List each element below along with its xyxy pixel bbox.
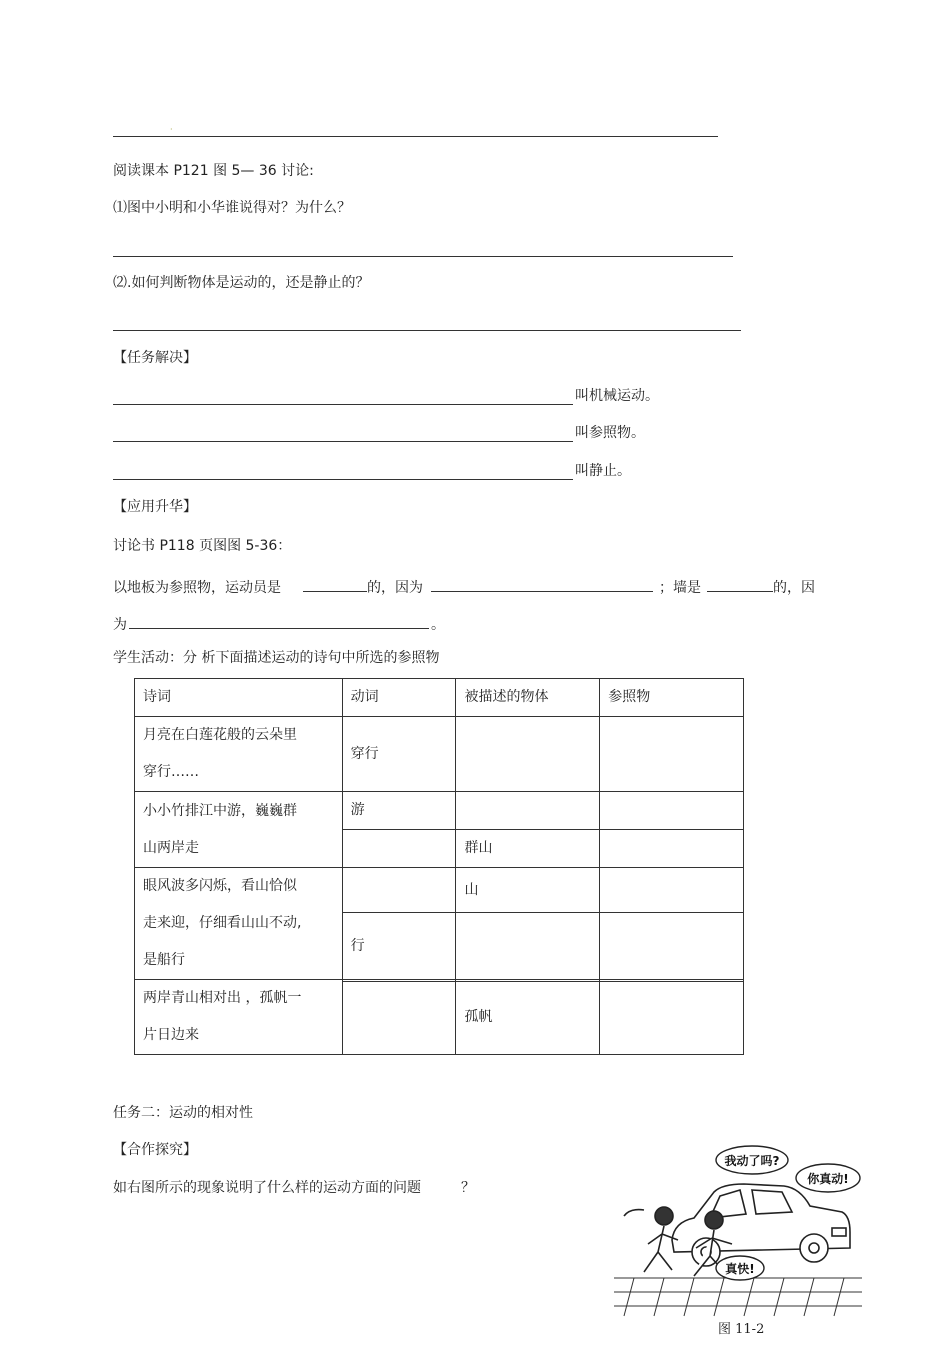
- reference-cell: [600, 981, 744, 1054]
- running-child-left: [624, 1207, 678, 1272]
- sentence-1-part-b: 的，因为: [367, 580, 423, 596]
- blank-reason-2: [129, 614, 429, 629]
- header-poem: 诗词: [135, 679, 343, 717]
- reference-cell: [600, 717, 744, 792]
- table-header-row: [135, 679, 744, 717]
- discuss-prompt: 讨论书 P118 页图图 5-36：: [113, 538, 292, 554]
- relative-motion-illustration: [614, 1140, 862, 1320]
- sentence-2-part-b: 。: [431, 617, 445, 633]
- task-2-title: 任务二：运动的相对性: [113, 1105, 253, 1121]
- blank-reason-1: [431, 577, 653, 592]
- object-cell: [456, 717, 600, 792]
- stray-dot: ·: [170, 125, 173, 134]
- mechanical-motion-label: 叫机械运动。: [575, 388, 659, 404]
- poem-cell: 两岸青山相对出 ，孤帆一 片日边来: [135, 980, 343, 1055]
- question-2: ⑵.如何判断物体是运动的，还是静止的？: [113, 275, 370, 291]
- header-object: 被描述的物体: [456, 679, 600, 717]
- bubble-3-text: 真快!: [725, 1262, 755, 1276]
- reference-object-label: 叫参照物。: [575, 425, 645, 441]
- sentence-1-part-d: 的，因: [773, 580, 815, 596]
- poem-cell: 月亮在白莲花般的云朵里 穿行……: [135, 717, 343, 792]
- verb-cell: [342, 981, 456, 1054]
- poem-cell: 小小竹排江中游，巍巍群 山两岸走: [135, 792, 343, 868]
- table-row: [135, 792, 744, 830]
- task-solve-heading: 【任务解决】: [113, 350, 197, 366]
- poem-table: [134, 678, 744, 1055]
- sentence-2-part-a: 为: [113, 617, 127, 633]
- object-cell: [456, 913, 600, 980]
- cooperative-heading: 【合作探究】: [113, 1142, 197, 1158]
- fill-line-reference: [113, 441, 573, 442]
- blank-athlete-state: [303, 577, 367, 592]
- reading-prompt: 阅读课本 P121 图 5— 36 讨论:: [113, 163, 314, 179]
- reference-cell: [600, 792, 744, 830]
- apply-heading: 【应用升华】: [113, 499, 197, 515]
- answer-line-2: [113, 330, 741, 331]
- question-1: ⑴图中小明和小华谁说得对？为什么？: [113, 200, 351, 216]
- task-2-question: 如右图所示的现象说明了什么样的运动方面的问题 ？: [113, 1180, 475, 1196]
- student-activity: 学生活动：分 析下面描述运动的诗句中所选的参照物: [113, 650, 440, 666]
- reference-cell: [600, 913, 744, 980]
- verb-cell: [342, 830, 456, 868]
- object-cell: 群山: [456, 830, 600, 868]
- reference-cell: [600, 868, 744, 913]
- header-reference: 参照物: [600, 679, 744, 717]
- object-cell: [456, 792, 600, 830]
- table-row: [135, 717, 744, 792]
- reference-cell: [600, 830, 744, 868]
- verb-cell: [342, 868, 456, 913]
- table-row: [135, 868, 744, 913]
- answer-line-1: [113, 256, 733, 257]
- blank-wall-state: [707, 577, 773, 592]
- verb-cell: 游: [342, 792, 456, 830]
- bubble-2-text: 你真动!: [807, 1172, 849, 1186]
- sentence-1-part-c: ；墙是: [659, 580, 701, 596]
- verb-cell: 穿行: [342, 717, 456, 792]
- poem-cell: 眼风波多闪烁，看山恰似 走来迎，仔细看山山不动, 是船行: [135, 868, 343, 980]
- verb-cell: 行: [342, 913, 456, 980]
- fill-line-rest: [113, 479, 573, 480]
- top-answer-line: [113, 136, 718, 137]
- bubble-1-text: 我动了吗?: [724, 1154, 780, 1168]
- rest-label: 叫静止。: [575, 463, 631, 479]
- figure-caption: 图 11-2: [718, 1322, 765, 1337]
- fill-sentence-1: [113, 577, 815, 595]
- fill-sentence-2: [113, 614, 445, 632]
- sentence-1-part-a: 以地板为参照物，运动员是: [113, 580, 281, 596]
- object-cell: 山: [456, 868, 600, 913]
- pavement: [614, 1278, 862, 1316]
- car: [672, 1184, 850, 1266]
- object-cell: 孤帆: [456, 981, 600, 1054]
- fill-line-mechanical: [113, 404, 573, 405]
- header-verb: 动词: [342, 679, 456, 717]
